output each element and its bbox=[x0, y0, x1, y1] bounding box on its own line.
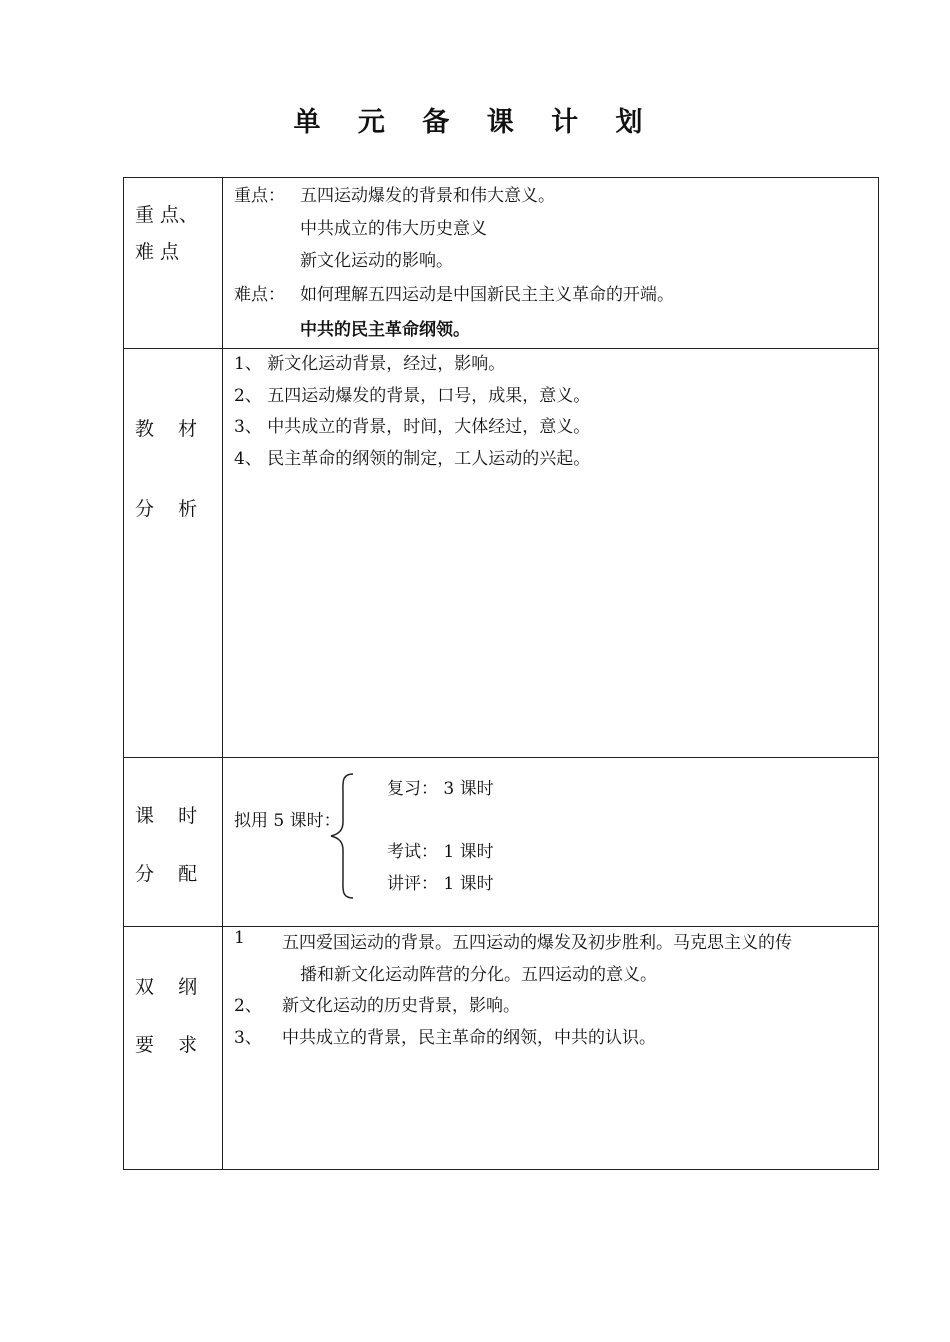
analysis-item: 2、 五四运动爆发的背景，口号，成果，意义。 bbox=[234, 386, 591, 406]
difficulty: 中共的民主革命纲领。 bbox=[300, 320, 470, 340]
key-points-prefix: 重点： bbox=[234, 186, 285, 206]
difficulties-prefix: 难点： bbox=[234, 285, 285, 305]
analysis-label-line1: 教 材 bbox=[135, 418, 198, 440]
key-point: 新文化运动的影响。 bbox=[300, 251, 453, 271]
schedule-comment: 讲评： 1 课时 bbox=[387, 874, 494, 894]
page-title: 单 元 备 课 计 划 bbox=[293, 107, 657, 138]
requirement-item: 中共成立的背景，民主革命的纲领，中共的认识。 bbox=[282, 1028, 656, 1048]
schedule-intro: 拟用 5 课时： bbox=[234, 811, 341, 831]
key-point: 中共成立的伟大历史意义 bbox=[300, 219, 487, 239]
focus-label-line2: 难 点 bbox=[135, 241, 180, 263]
schedule-exam: 考试： 1 课时 bbox=[387, 842, 494, 862]
analysis-item: 3、 中共成立的背景，时间，大体经过，意义。 bbox=[234, 417, 591, 437]
requirement-number: 3、 bbox=[234, 1028, 262, 1048]
row-divider bbox=[124, 926, 878, 927]
requirement-number: 2、 bbox=[234, 996, 262, 1016]
schedule-review: 复习： 3 课时 bbox=[387, 779, 494, 799]
analysis-item: 1、 新文化运动背景，经过，影响。 bbox=[234, 354, 506, 374]
curly-brace-icon bbox=[327, 772, 357, 902]
requirement-item-continuation: 播和新文化运动阵营的分化。五四运动的意义。 bbox=[300, 965, 657, 985]
analysis-item: 4、 民主革命的纲领的制定，工人运动的兴起。 bbox=[234, 449, 591, 469]
requirement-number: 1 bbox=[234, 928, 245, 948]
lesson-plan-table bbox=[123, 177, 879, 1170]
schedule-label-line2: 分 配 bbox=[135, 863, 198, 885]
difficulty: 如何理解五四运动是中国新民主主义革命的开端。 bbox=[300, 285, 674, 305]
schedule-label-line1: 课 时 bbox=[135, 805, 198, 827]
requirement-item: 新文化运动的历史背景，影响。 bbox=[282, 996, 520, 1016]
requirements-label-line1: 双 纲 bbox=[135, 976, 198, 998]
analysis-label-line2: 分 析 bbox=[135, 498, 198, 520]
focus-label-line1: 重 点、 bbox=[135, 204, 199, 226]
key-point: 五四运动爆发的背景和伟大意义。 bbox=[300, 186, 555, 206]
requirements-label-line2: 要 求 bbox=[135, 1034, 198, 1056]
requirement-item: 五四爱国运动的背景。五四运动的爆发及初步胜利。马克思主义的传 bbox=[282, 933, 792, 953]
row-divider bbox=[124, 757, 878, 758]
column-divider bbox=[222, 178, 223, 1169]
